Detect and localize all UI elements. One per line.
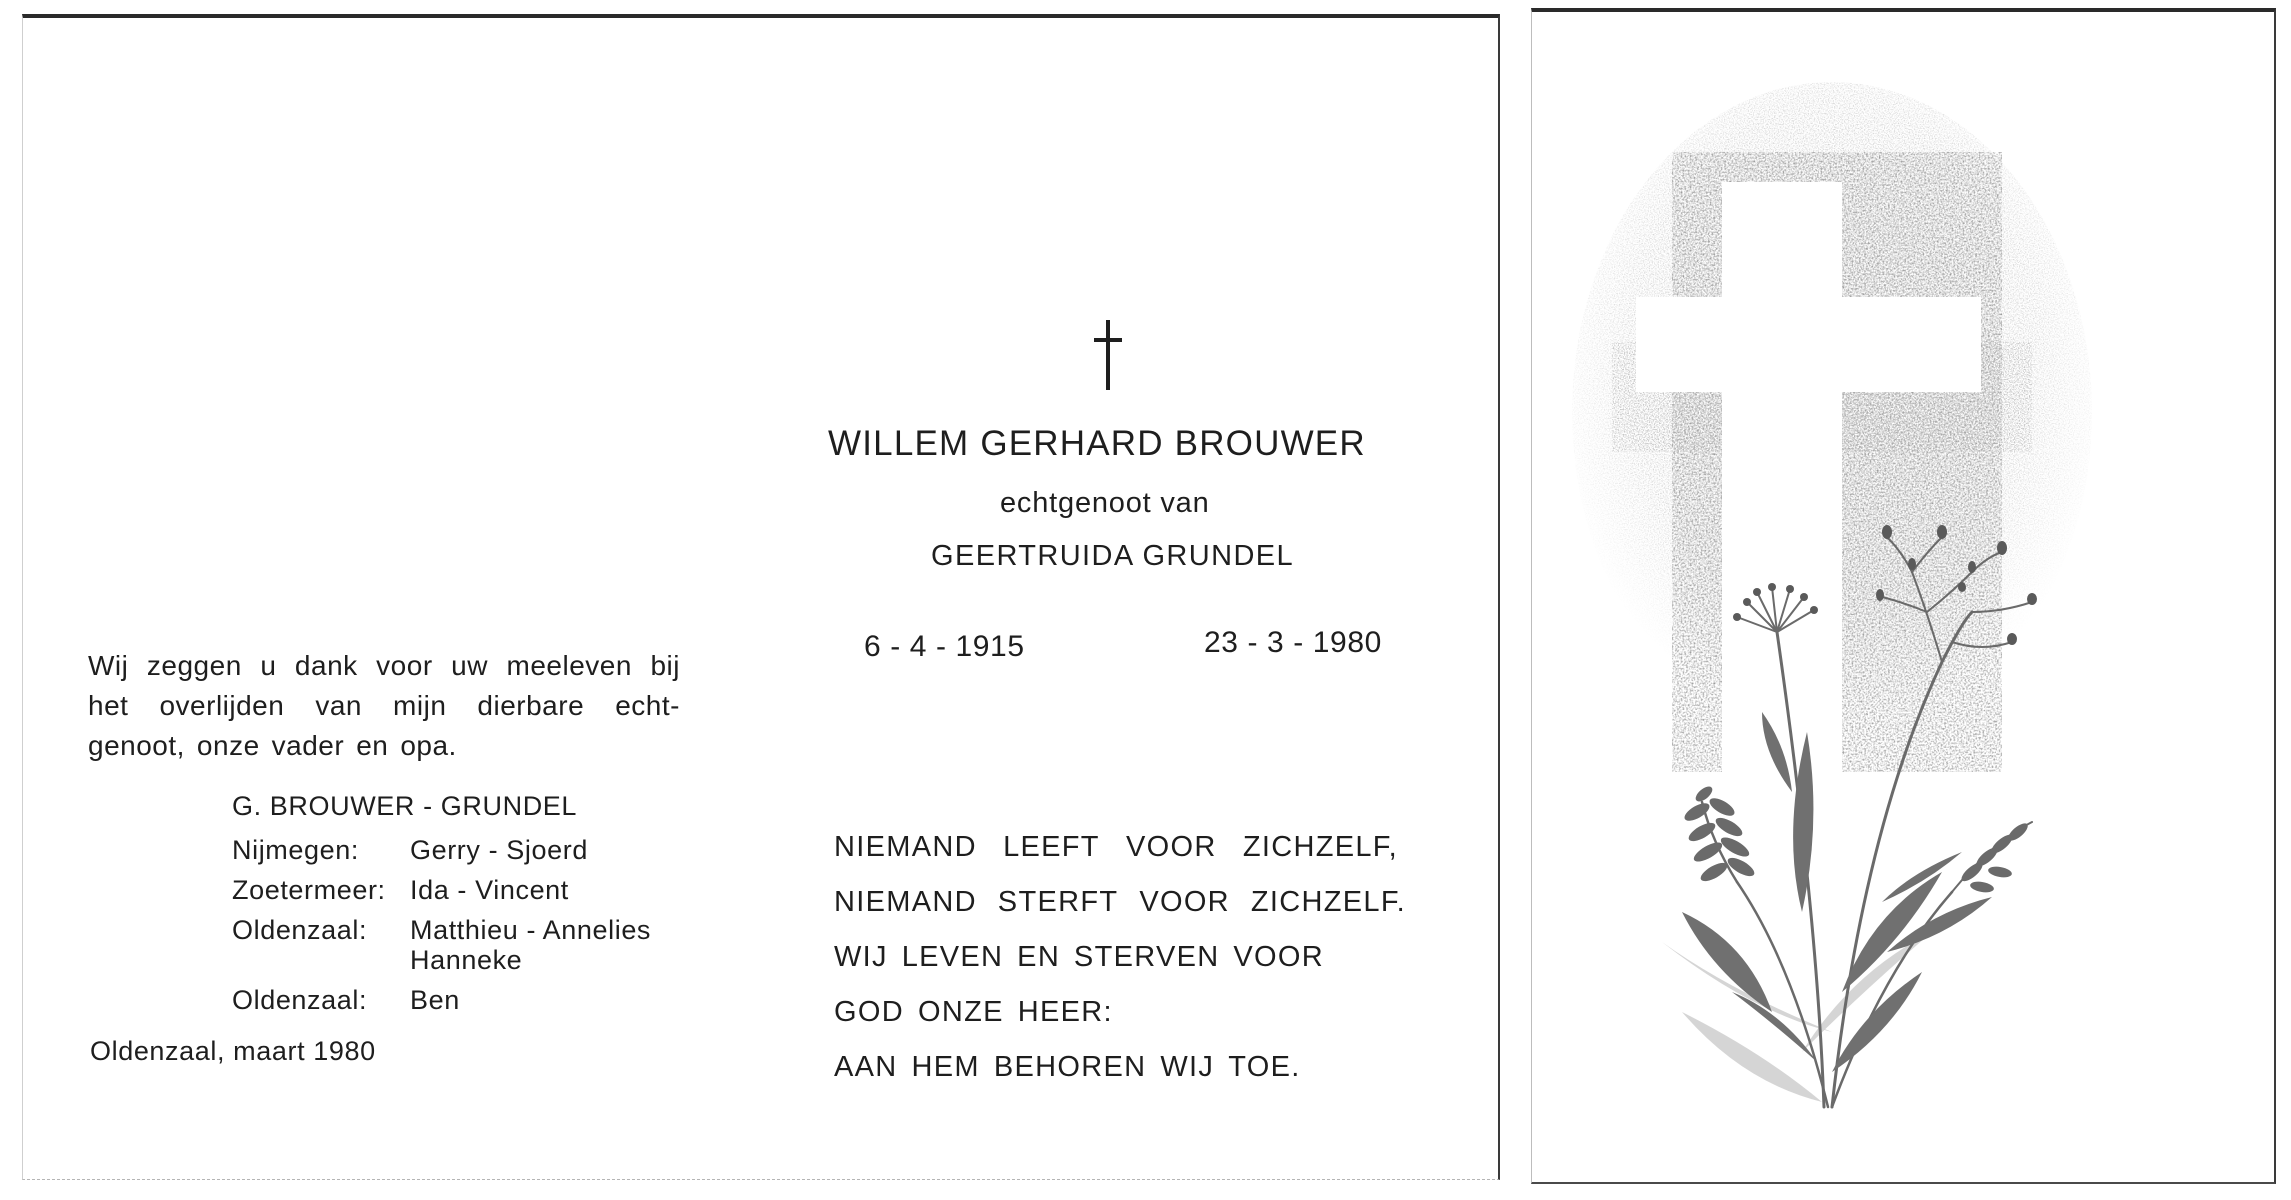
family-row	[232, 980, 651, 1020]
thanks-line-1	[88, 646, 680, 686]
spouse-name: GEERTRUIDA GRUNDEL	[931, 540, 1295, 572]
word: dank	[294, 650, 358, 681]
family-place: Oldenzaal:	[232, 915, 368, 945]
family-names: Ben	[410, 985, 460, 1015]
word: NIEMAND	[834, 831, 977, 863]
family-row	[232, 830, 651, 870]
verse	[834, 820, 1406, 1095]
word: VOOR	[1126, 831, 1217, 863]
word: zeggen	[146, 650, 242, 681]
family-list	[232, 786, 651, 1020]
word: VOOR	[1233, 941, 1324, 973]
word: HEM	[911, 1051, 980, 1083]
card-cover	[1531, 8, 2276, 1184]
word: en	[356, 730, 389, 761]
word: Wij	[88, 650, 129, 681]
word: voor	[376, 650, 433, 681]
word: BEHOREN	[993, 1051, 1147, 1083]
word: WIJ	[834, 941, 888, 973]
word: genoot,	[88, 730, 185, 761]
relation-text: echtgenoot van	[1000, 487, 1210, 519]
word: GOD	[834, 996, 904, 1028]
family-place: Oldenzaal:	[232, 985, 368, 1015]
family-row	[232, 870, 651, 910]
birth-date: 6 - 4 - 1915	[864, 630, 1025, 663]
family-place: Nijmegen:	[232, 835, 359, 865]
word: overlijden	[159, 690, 285, 721]
family-names: Hanneke	[410, 945, 523, 975]
word: VOOR	[1139, 886, 1230, 918]
word: NIEMAND	[834, 886, 977, 918]
word: TOE.	[1228, 1051, 1301, 1083]
word: onze	[196, 730, 260, 761]
verse-line	[834, 1040, 1406, 1095]
word: uw	[451, 650, 488, 681]
word: LEVEN	[901, 941, 1004, 973]
word: echt-	[615, 690, 680, 721]
widow-name	[232, 786, 651, 826]
death-date: 23 - 3 - 1980	[1204, 626, 1382, 659]
thanks-paragraph	[88, 646, 680, 766]
word: u	[260, 650, 277, 681]
family-names: Gerry - Sjoerd	[410, 835, 588, 865]
family-place: Zoetermeer:	[232, 875, 386, 905]
word: van	[315, 690, 363, 721]
word: WIJ	[1160, 1051, 1215, 1083]
word: meeleven	[506, 650, 632, 681]
word: ONZE	[917, 996, 1004, 1028]
cross-flower-illustration	[1532, 12, 2273, 1182]
family-names: Ida - Vincent	[410, 875, 569, 905]
word: dierbare	[477, 690, 585, 721]
verse-line	[834, 875, 1406, 930]
verse-line	[834, 820, 1398, 875]
word: mijn	[393, 690, 447, 721]
closing-line: Oldenzaal, maart 1980	[90, 1036, 376, 1066]
word: EN	[1017, 941, 1061, 973]
deceased-name: WILLEM GERHARD BROUWER	[828, 424, 1366, 463]
widow-text: G. BROUWER - GRUNDEL	[232, 791, 578, 821]
word: het	[88, 690, 129, 721]
verse-line	[834, 985, 1406, 1040]
word: bij	[650, 650, 680, 681]
word: vader	[271, 730, 345, 761]
word: ZICHZELF,	[1242, 831, 1398, 863]
word: STERVEN	[1073, 941, 1220, 973]
verse-line	[834, 930, 1324, 985]
word: STERFT	[997, 886, 1119, 918]
word: opa.	[400, 730, 457, 761]
word: AAN	[834, 1051, 898, 1083]
word: HEER:	[1017, 996, 1113, 1028]
thanks-line-3	[88, 726, 680, 766]
family-names: Matthieu - Annelies	[410, 915, 652, 945]
thanks-line-2	[88, 686, 680, 726]
cross-icon	[1090, 320, 1126, 390]
word: LEEFT	[1003, 831, 1100, 863]
word: ZICHZELF.	[1250, 886, 1406, 918]
